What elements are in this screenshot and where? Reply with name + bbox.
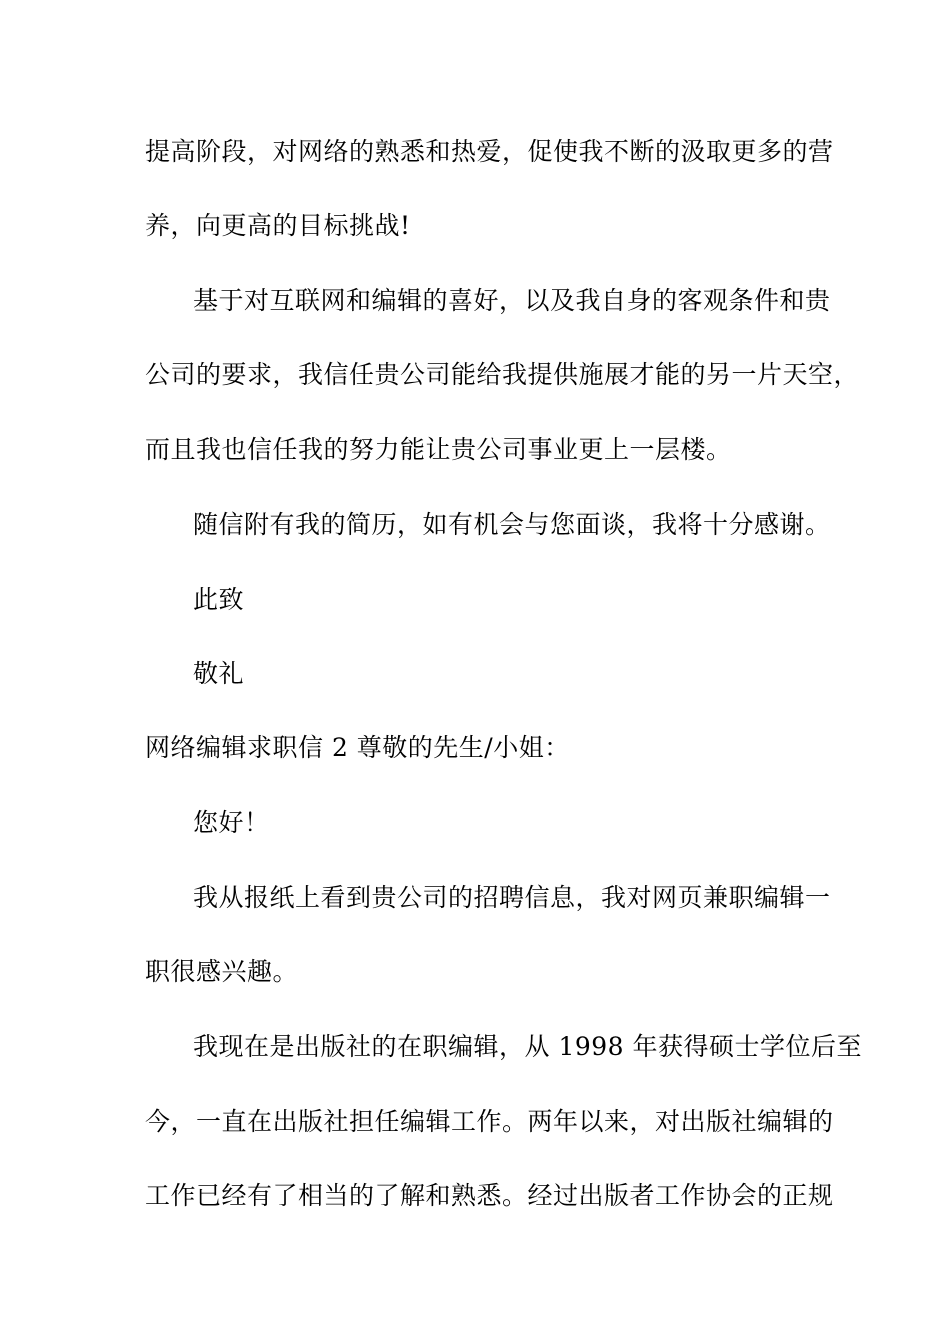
paragraph-line: 我从报纸上看到贵公司的招聘信息，我对网页兼职编辑一 [193,883,831,912]
greeting-line: 您好！ [193,808,270,837]
paragraph-line: 公司的要求，我信任贵公司能给我提供施展才能的另一片天空， [145,360,860,389]
paragraph-line: 随信附有我的简历，如有机会与您面谈，我将十分感谢。 [193,510,831,539]
paragraph-line: 职很感兴趣。 [145,957,299,986]
paragraph-line: 提高阶段，对网络的熟悉和热爱，促使我不断的汲取更多的营 [145,137,834,166]
paragraph-line: 而且我也信任我的努力能让贵公司事业更上一层楼。 [145,435,732,464]
closing-line: 此致 [193,585,245,614]
paragraph-line: 我现在是出版社的在职编辑，从 1998 年获得硕士学位后至 [193,1032,863,1061]
paragraph-line: 工作已经有了相当的了解和熟悉。经过出版者工作协会的正规 [145,1181,834,1210]
paragraph-line: 养，向更高的目标挑战! [145,211,411,240]
paragraph-line: 今，一直在出版社担任编辑工作。两年以来，对出版社编辑的 [145,1107,834,1136]
paragraph-line: 基于对互联网和编辑的喜好，以及我自身的客观条件和贵 [193,286,831,315]
section-heading: 网络编辑求职信 2 尊敬的先生/小姐： [145,733,570,762]
closing-line: 敬礼 [193,659,245,688]
